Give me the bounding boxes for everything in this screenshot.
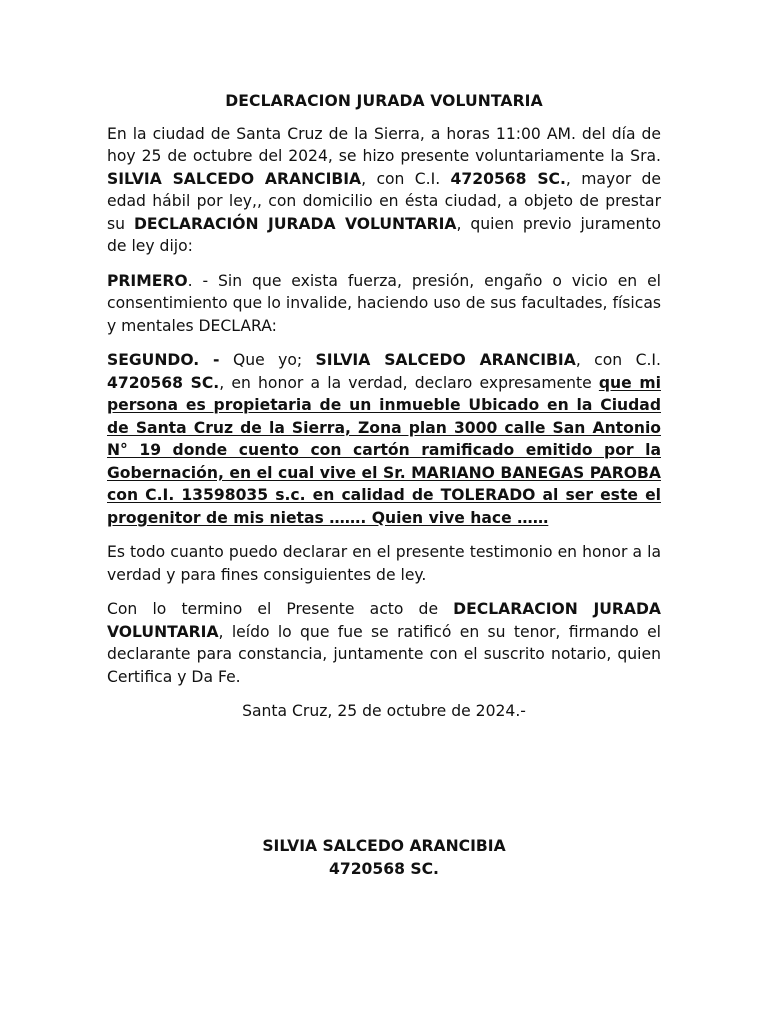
- segundo-text-3: , en honor a la verdad, declaro expresamente: [219, 373, 599, 392]
- segundo-ci: 4720568 SC.: [107, 373, 220, 392]
- signature-block: [107, 835, 661, 881]
- property-statement: que mi persona es propietaria de un inmueble Ubicado en la Ciudad de Santa Cruz de la Sierra, Zona plan 3000 calle San Antonio N° 19 donde cuento con cartón ramificado emitido por la Gobernación, en el cual vive el Sr. MARIANO BANEGAS PAROBA con C.I. 13598035 s.c. en calidad de TOLERADO al ser este el progenitor de mis nietas ……. Quien vive hace ……: [107, 373, 661, 527]
- segundo-paragraph: [107, 349, 661, 529]
- primero-label: PRIMERO: [107, 271, 188, 290]
- signature-ci: 4720568 SC.: [329, 860, 439, 878]
- place-date: Santa Cruz, 25 de octubre de 2024.-: [242, 702, 526, 720]
- document-title: DECLARACION JURADA VOLUNTARIA: [225, 92, 543, 110]
- testimonio-paragraph: Es todo cuanto puedo declarar en el presente testimonio en honor a la verdad y para fines consiguientes de ley.: [107, 543, 661, 584]
- declaration-type: DECLARACIÓN JURADA VOLUNTARIA: [133, 214, 457, 233]
- segundo-text-2: , con C.I.: [575, 351, 661, 369]
- termino-declaration: DECLARACION JURADA VOLUNTARIA: [107, 600, 661, 641]
- intro-paragraph: [107, 123, 661, 258]
- termino-text-2: , leído lo que fue se ratificó en su tenor, firmando el declarante para constancia, juntamente con el suscrito notario, quien Certifica y Da Fe.: [107, 622, 661, 686]
- declarant-ci: 4720568 SC.: [450, 169, 566, 188]
- intro-text-1: En la ciudad de Santa Cruz de la Sierra, a horas 11:00 AM. del día de hoy 25 de octubre del 2024, se hizo presente voluntariamente la Sra.: [107, 124, 661, 165]
- segundo-text-1: Que yo;: [219, 351, 316, 369]
- primero-text: . - Sin que exista fuerza, presión, engaño o vicio en el consentimiento que lo invalide, haciendo uso de sus facultades, físicas y mentales DECLARA:: [107, 271, 661, 335]
- intro-text-2: , con C.I.: [361, 169, 451, 188]
- intro-text-4: , quien previo juramento de ley dijo:: [107, 214, 661, 255]
- termino-text-1: Con lo termino el Presente acto de: [107, 600, 454, 618]
- primero-paragraph: [107, 270, 661, 338]
- declarant-name: SILVIA SALCEDO ARANCIBIA: [107, 169, 362, 188]
- segundo-label: SEGUNDO. -: [107, 351, 220, 369]
- segundo-name: SILVIA SALCEDO ARANCIBIA: [315, 351, 576, 369]
- termino-paragraph: [107, 598, 661, 688]
- intro-text-3: , mayor de edad hábil por ley,, con domicilio en ésta ciudad, a objeto de prestar su: [107, 169, 661, 233]
- signature-name: SILVIA SALCEDO ARANCIBIA: [262, 837, 506, 855]
- document-body: [107, 90, 661, 723]
